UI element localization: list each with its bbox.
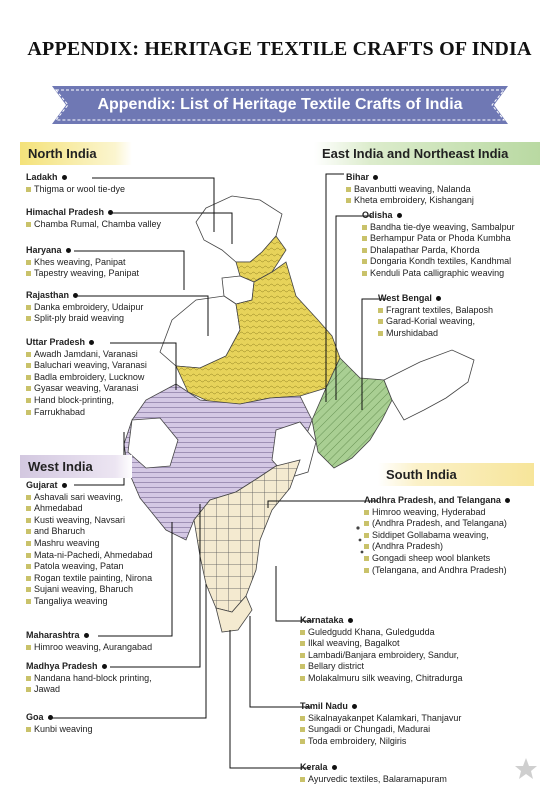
state-name — [26, 245, 139, 257]
craft-item — [26, 313, 143, 325]
craft-text: Dongaria Kondh textiles, Kandhmal — [370, 256, 512, 267]
square-bullet-icon — [26, 576, 31, 581]
craft-text: Gyasar weaving, Varanasi — [34, 383, 139, 394]
state-tamil-nadu — [300, 701, 461, 747]
connector-dot-icon — [62, 483, 67, 488]
craft-item — [26, 642, 152, 654]
craft-text: Patola weaving, Patan — [34, 561, 124, 572]
state-name — [26, 172, 125, 184]
square-bullet-icon — [26, 352, 31, 357]
connector-dot-icon — [332, 765, 337, 770]
craft-text: Fragrant textiles, Balaposh — [386, 304, 494, 315]
craft-text: Tangaliya weaving — [34, 595, 108, 606]
craft-text: Sujani weaving, Bharuch — [34, 584, 134, 595]
craft-item — [26, 302, 143, 314]
state-west-bengal — [378, 293, 493, 339]
craft-text: Molakalmuru silk weaving, Chitradurga — [308, 672, 463, 683]
connector-dot-icon — [397, 213, 402, 218]
connector-dot-icon — [352, 704, 357, 709]
craft-item — [26, 561, 153, 573]
craft-text: Garad-Korial weaving, — [386, 316, 476, 327]
state-name-label: Kerala — [300, 762, 328, 772]
craft-item — [26, 268, 139, 280]
square-bullet-icon — [26, 410, 31, 415]
craft-item — [378, 316, 493, 328]
craft-text: Chamba Rumal, Chamba valley — [34, 218, 162, 229]
craft-item — [26, 673, 152, 685]
state-name-label: Karnataka — [300, 615, 344, 625]
square-bullet-icon — [26, 506, 31, 511]
state-name — [26, 207, 161, 219]
square-bullet-icon — [26, 564, 31, 569]
state-name-label: Madhya Pradesh — [26, 661, 98, 671]
craft-item — [26, 372, 147, 384]
connector-dot-icon — [373, 175, 378, 180]
state-name-label: Andhra Pradesh, and Telangana — [364, 495, 501, 505]
state-name-label: Uttar Pradesh — [26, 337, 86, 347]
square-bullet-icon — [300, 630, 305, 635]
state-karnataka — [300, 615, 463, 685]
craft-text: Dhalapathar Parda, Khorda — [370, 244, 480, 255]
craft-item — [26, 219, 161, 231]
page-title: APPENDIX: HERITAGE TEXTILE CRAFTS OF INDIA — [27, 38, 532, 60]
craft-text: Mashru weaving — [34, 537, 100, 548]
square-bullet-icon — [26, 375, 31, 380]
craft-item — [300, 661, 463, 673]
craft-item — [26, 360, 147, 372]
square-bullet-icon — [26, 676, 31, 681]
square-bullet-icon — [364, 568, 369, 573]
state-name — [26, 712, 93, 724]
square-bullet-icon — [26, 553, 31, 558]
region-north-india: North India — [20, 142, 132, 165]
craft-text: (Andhra Pradesh) — [372, 541, 444, 552]
state-name-label: Gujarat — [26, 480, 58, 490]
craft-text: Tapestry weaving, Panipat — [34, 268, 140, 279]
connector-dot-icon — [48, 715, 53, 720]
state-name — [378, 293, 493, 305]
square-bullet-icon — [364, 510, 369, 515]
state-odisha — [362, 210, 515, 280]
craft-text: Mata-ni-Pachedi, Ahmedabad — [34, 549, 153, 560]
square-bullet-icon — [362, 271, 367, 276]
craft-item — [362, 256, 515, 268]
craft-item — [362, 245, 515, 257]
state-name — [26, 480, 153, 492]
square-bullet-icon — [300, 653, 305, 658]
state-uttar-pradesh — [26, 337, 147, 418]
craft-item — [300, 724, 461, 736]
square-bullet-icon — [26, 305, 31, 310]
state-name — [362, 210, 515, 222]
connector-dot-icon — [102, 664, 107, 669]
square-bullet-icon — [26, 316, 31, 321]
square-bullet-icon — [300, 641, 305, 646]
connector-dot-icon — [348, 618, 353, 623]
square-bullet-icon — [26, 363, 31, 368]
craft-item — [300, 673, 463, 685]
craft-text: Ashavali sari weaving, — [34, 491, 124, 502]
craft-text: Hand block-printing, — [34, 394, 115, 405]
state-haryana — [26, 245, 139, 280]
craft-text: Bavanbutti weaving, Nalanda — [354, 183, 471, 194]
craft-item — [362, 222, 515, 234]
region-east-india: East India and Northeast India — [314, 142, 540, 165]
craft-item — [378, 328, 493, 340]
square-bullet-icon — [300, 727, 305, 732]
region-west-india: West India — [20, 455, 132, 478]
craft-item — [26, 395, 147, 407]
craft-text: Badla embroidery, Lucknow — [34, 371, 145, 382]
state-name — [346, 172, 474, 184]
connector-dot-icon — [62, 175, 67, 180]
square-bullet-icon — [26, 587, 31, 592]
state-name-label: Ladakh — [26, 172, 58, 182]
craft-item — [364, 507, 510, 519]
state-name — [26, 337, 147, 349]
craft-item — [362, 233, 515, 245]
square-bullet-icon — [378, 319, 383, 324]
square-bullet-icon — [346, 187, 351, 192]
state-name-label: Haryana — [26, 245, 62, 255]
square-bullet-icon — [26, 529, 31, 534]
craft-text: Bellary district — [308, 661, 365, 672]
craft-text: Danka embroidery, Udaipur — [34, 301, 144, 312]
map-northeast — [384, 350, 474, 420]
craft-text: Guledgudd Khana, Guledgudda — [308, 626, 435, 637]
state-name-label: West Bengal — [378, 293, 432, 303]
square-bullet-icon — [362, 248, 367, 253]
square-bullet-icon — [26, 398, 31, 403]
state-name — [300, 615, 463, 627]
craft-text: (Andhra Pradesh, and Telangana) — [372, 518, 507, 529]
craft-text: Gongadi sheep wool blankets — [372, 552, 491, 563]
craft-text: Kheta embroidery, Kishanganj — [354, 195, 474, 206]
craft-item — [300, 650, 463, 662]
state-ladakh — [26, 172, 125, 195]
craft-item — [346, 195, 474, 207]
craft-item — [26, 349, 147, 361]
banner-title: Appendix: List of Heritage Textile Crafts of India — [97, 96, 463, 113]
connector-dot-icon — [436, 296, 441, 301]
craft-item — [26, 257, 139, 269]
connector-dot-icon — [89, 340, 94, 345]
craft-text: Ahmedabad — [34, 503, 83, 514]
square-bullet-icon — [364, 533, 369, 538]
craft-text: Sikalnayakanpet Kalamkari, Thanjavur — [308, 712, 462, 723]
square-bullet-icon — [26, 187, 31, 192]
craft-item — [26, 573, 153, 585]
square-bullet-icon — [364, 556, 369, 561]
craft-item — [300, 627, 463, 639]
craft-text: (Telangana, and Andhra Pradesh) — [372, 564, 507, 575]
craft-item — [346, 184, 474, 196]
craft-text: Khes weaving, Panipat — [34, 256, 126, 267]
craft-text: Ilkal weaving, Bagalkot — [308, 638, 400, 649]
state-gujarat — [26, 480, 153, 608]
connector-dot-icon — [505, 498, 510, 503]
craft-text: Baluchari weaving, Varanasi — [34, 360, 147, 371]
square-bullet-icon — [26, 260, 31, 265]
state-goa — [26, 712, 93, 735]
square-bullet-icon — [26, 599, 31, 604]
star-icon — [515, 758, 537, 779]
craft-text: Farrukhabad — [34, 406, 86, 417]
square-bullet-icon — [26, 222, 31, 227]
square-bullet-icon — [26, 645, 31, 650]
square-bullet-icon — [346, 198, 351, 203]
square-bullet-icon — [26, 386, 31, 391]
square-bullet-icon — [300, 716, 305, 721]
region-south-india: South India — [378, 463, 534, 486]
craft-text: Berhampur Pata or Phoda Kumbha — [370, 233, 511, 244]
connector-dot-icon — [108, 210, 113, 215]
craft-item — [26, 492, 153, 504]
connector-dot-icon — [73, 293, 78, 298]
state-name-label: Bihar — [346, 172, 370, 182]
square-bullet-icon — [364, 521, 369, 526]
craft-item — [26, 503, 153, 515]
craft-text: Jawad — [34, 684, 61, 695]
craft-item — [26, 724, 93, 736]
square-bullet-icon — [26, 495, 31, 500]
state-name — [300, 762, 447, 774]
square-bullet-icon — [364, 544, 369, 549]
connector-dot-icon — [66, 248, 71, 253]
state-andhra-telangana — [364, 495, 510, 576]
craft-text: Siddipet Gollabama weaving, — [372, 529, 489, 540]
craft-item — [364, 541, 510, 553]
square-bullet-icon — [300, 664, 305, 669]
square-bullet-icon — [362, 225, 367, 230]
craft-item — [300, 736, 461, 748]
state-himachal — [26, 207, 161, 230]
state-name-label: Rajasthan — [26, 290, 70, 300]
craft-item — [364, 553, 510, 565]
craft-text: and Bharuch — [34, 526, 86, 537]
craft-text: Sungadi or Chungadi, Madurai — [308, 724, 431, 735]
craft-text: Thigma or wool tie-dye — [34, 183, 126, 194]
state-name — [300, 701, 461, 713]
craft-item — [26, 383, 147, 395]
craft-item — [300, 713, 461, 725]
craft-item — [26, 526, 153, 538]
state-madhya-pradesh — [26, 661, 152, 696]
square-bullet-icon — [362, 259, 367, 264]
square-bullet-icon — [26, 271, 31, 276]
craft-text: Kusti weaving, Navsari — [34, 514, 126, 525]
state-name-label: Himachal Pradesh — [26, 207, 105, 217]
square-bullet-icon — [26, 727, 31, 732]
craft-item — [300, 774, 447, 786]
craft-text: Split-ply braid weaving — [34, 313, 125, 324]
craft-item — [364, 565, 510, 577]
state-name — [26, 290, 143, 302]
craft-item — [26, 596, 153, 608]
square-bullet-icon — [300, 739, 305, 744]
craft-item — [26, 550, 153, 562]
craft-text: Nandana hand-block printing, — [34, 672, 152, 683]
craft-item — [364, 530, 510, 542]
square-bullet-icon — [378, 308, 383, 313]
square-bullet-icon — [26, 518, 31, 523]
square-bullet-icon — [300, 676, 305, 681]
craft-text: Ayurvedic textiles, Balaramapuram — [308, 773, 447, 784]
state-maharashtra — [26, 630, 152, 653]
square-bullet-icon — [26, 541, 31, 546]
craft-text: Lambadi/Banjara embroidery, Sandur, — [308, 649, 459, 660]
state-rajasthan — [26, 290, 143, 325]
craft-item — [26, 684, 152, 696]
state-name-label: Odisha — [362, 210, 393, 220]
craft-text: Bandha tie-dye weaving, Sambalpur — [370, 221, 515, 232]
craft-text: Himroo weaving, Hyderabad — [372, 506, 486, 517]
state-name — [26, 630, 152, 642]
square-bullet-icon — [300, 777, 305, 782]
craft-text: Kunbi weaving — [34, 723, 93, 734]
craft-item — [362, 268, 515, 280]
state-name-label: Tamil Nadu — [300, 701, 348, 711]
craft-item — [300, 638, 463, 650]
craft-item — [378, 305, 493, 317]
state-name-label: Maharashtra — [26, 630, 80, 640]
craft-text: Toda embroidery, Nilgiris — [308, 735, 407, 746]
craft-text: Awadh Jamdani, Varanasi — [34, 348, 138, 359]
square-bullet-icon — [362, 236, 367, 241]
square-bullet-icon — [378, 331, 383, 336]
connector-dot-icon — [84, 633, 89, 638]
craft-item — [26, 515, 153, 527]
state-name — [26, 661, 152, 673]
state-name-label: Goa — [26, 712, 44, 722]
craft-item — [26, 538, 153, 550]
craft-item — [364, 518, 510, 530]
state-kerala — [300, 762, 447, 785]
craft-item — [26, 184, 125, 196]
craft-text: Murshidabad — [386, 327, 439, 338]
craft-text: Himroo weaving, Aurangabad — [34, 641, 153, 652]
state-name — [364, 495, 510, 507]
state-bihar — [346, 172, 474, 207]
square-bullet-icon — [26, 687, 31, 692]
craft-text: Kenduli Pata calligraphic weaving — [370, 267, 505, 278]
craft-text: Rogan textile painting, Nirona — [34, 572, 153, 583]
craft-item — [26, 584, 153, 596]
craft-item — [26, 407, 147, 419]
